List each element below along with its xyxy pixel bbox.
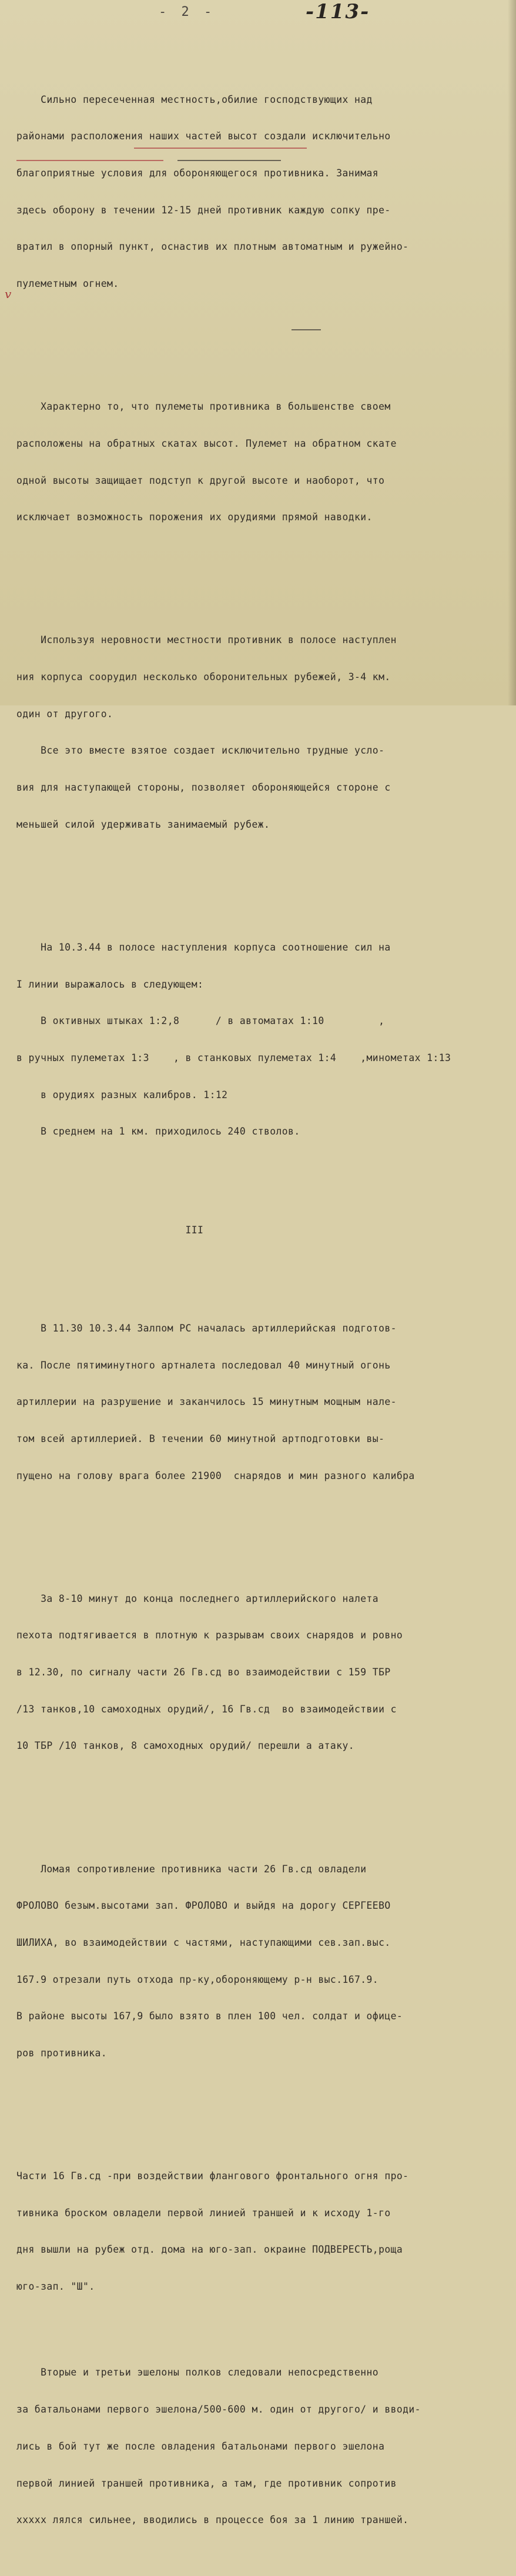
text-line: ФРОЛОВО безым.высотами зап. ФРОЛОВО и выйдя на дорогу СЕРГЕЕВО: [16, 1900, 391, 1912]
text-line: юго-зап. "Ш".: [16, 2281, 95, 2293]
paragraph-echelons: [16, 2343, 504, 2551]
text-line: лись в бой тут же после овладения батальонами первого эшелона: [16, 2440, 385, 2452]
text-line: исключает возможность порожения их орудиями прямой наводки.: [16, 511, 373, 523]
text-line: тивника броском овладели первой линией траншей и к исходу 1-го: [16, 2207, 391, 2219]
text-line: одной высоты защищает подступ к другой высоте и наоборот, что: [16, 474, 385, 486]
text-line: Используя неровности местности противник в полосе наступлен: [16, 634, 397, 646]
text-line: xxxxx лялся сильнее, вводились в процессе боя за 1 линию траншей.: [16, 2514, 409, 2526]
text-line: один от другого.: [16, 708, 113, 720]
text-line: вия для наступающей стороны, позволяет обороняющейся стороне с: [16, 782, 391, 794]
text-line: ШИЛИХА, во взаимодействии с частями, наступающими сев.зап.выс.: [16, 1936, 391, 1948]
text-line: за батальонами первого эшелона/500-600 м. один от другого/ и вводи-: [16, 2404, 421, 2416]
text-line: меньшей силой удерживать занимаемый рубеж.: [16, 818, 270, 830]
text-line: В среднем на 1 км. приходилось 240 стволов.: [16, 1126, 300, 1138]
paragraph-force-ratio: [16, 917, 504, 1163]
text-line: Части 16 Гв.сд -при воздействии флангового фронтального огня про-: [16, 2170, 409, 2182]
text-line: первой линией траншей противника, а там, где противник сопротив: [16, 2477, 397, 2489]
text-line: вратил в опорный пункт, оснастив их плотным автоматным и ружейно-: [16, 241, 409, 253]
text-line: пущено на голову врага более 21900 снарядов и мин разного калибра: [16, 1470, 415, 1481]
archive-page-number: -113-: [306, 0, 370, 24]
page-edge-shadow: [508, 0, 516, 705]
text-line: Ломая сопротивление противника части 26 Гв.сд овладели: [16, 1863, 367, 1875]
margin-check-mark: v: [5, 287, 12, 301]
text-line: На 10.3.44 в полосе наступления корпуса соотношение сил на: [16, 941, 391, 953]
text-line: том всей артиллерией. В течении 60 минутной артподготовки вы-: [16, 1433, 385, 1444]
text-line: В 11.30 10.3.44 Залпом РС началась артиллерийская подготов-: [16, 1322, 397, 1334]
text-line: в орудиях разных калибров. 1:12: [16, 1089, 228, 1100]
text-line: Вторые и третьи эшелоны полков следовали непосредственно: [16, 2367, 379, 2378]
paragraph-machine-guns: [16, 376, 504, 548]
text-line: пехота подтягивается в плотную к разрывам своих снарядов и ровно: [16, 1630, 403, 1641]
text-line: 167.9 отрезали путь отхода пр-ку,обороняющему р-н выс.167.9.: [16, 1973, 379, 1985]
document-body: [16, 45, 504, 2576]
text-line: артиллерии на разрушение и заканчилось 15 минутным мощным нале-: [16, 1396, 397, 1408]
text-line: В районе высоты 167,9 было взято в плен 100 чел. солдат и офице-: [16, 2010, 403, 2022]
text-line: расположены на обратных скатах высот. Пулемет на обратном скате: [16, 437, 397, 449]
page-number: - 2 -: [159, 5, 216, 19]
paragraph-frolovo: [16, 1839, 504, 2085]
text-line: Сильно пересеченная местность,обилие господствующих над: [16, 93, 373, 105]
text-line: в ручных пулеметах 1:3 , в станковых пулеметах 1:4 ,минометах 1:13: [16, 1052, 451, 1063]
paragraph-16-division: [16, 2146, 504, 2318]
paragraph-infantry-attack: [16, 1568, 504, 1777]
text-line: пулеметным огнем.: [16, 278, 119, 290]
paragraph-defense-lines: [16, 610, 504, 856]
text-line: 10 ТБР /10 танков, 8 самоходных орудий/ перешли а атаку.: [16, 1740, 355, 1752]
text-line: Характерно то, что пулеметы противника в большенстве своем: [16, 401, 391, 413]
section-heading: III: [16, 1224, 204, 1236]
text-line: здесь оборону в течении 12-15 дней противник каждую сопку пре-: [16, 204, 391, 216]
text-line: дня вышли на рубеж отд. дома на юго-зап. окраине ПОДВЕРЕСТЬ,роща: [16, 2244, 403, 2256]
text-line: районами расположения наших частей высот создали исключительно: [16, 131, 391, 142]
text-line: благоприятные условия для обороняющегося противника. Занимая: [16, 168, 379, 179]
paragraph-artillery: [16, 1298, 504, 1507]
paragraph-terrain: [16, 69, 504, 315]
text-line: Все это вместе взятое создает исключительно трудные усло-: [16, 745, 385, 757]
text-line: в 12.30, по сигналу части 26 Гв.сд во взаимодействии с 159 ТБР: [16, 1667, 391, 1678]
text-line: ка. После пятиминутного артналета последовал 40 минутный огонь: [16, 1359, 391, 1371]
text-line: За 8-10 минут до конца последнего артиллерийского налета: [16, 1593, 379, 1604]
text-line: I линии выражалось в следующем:: [16, 978, 204, 990]
text-line: ния корпуса соорудил несколько оборонительных рубежей, 3-4 км.: [16, 671, 391, 683]
text-line: ров противника.: [16, 2048, 108, 2059]
text-line: В октивных штыках 1:2,8 / в автоматах 1:10 ,: [16, 1015, 385, 1027]
text-line: /13 танков,10 самоходных орудий/, 16 Гв.сд во взаимодействии с: [16, 1703, 397, 1715]
